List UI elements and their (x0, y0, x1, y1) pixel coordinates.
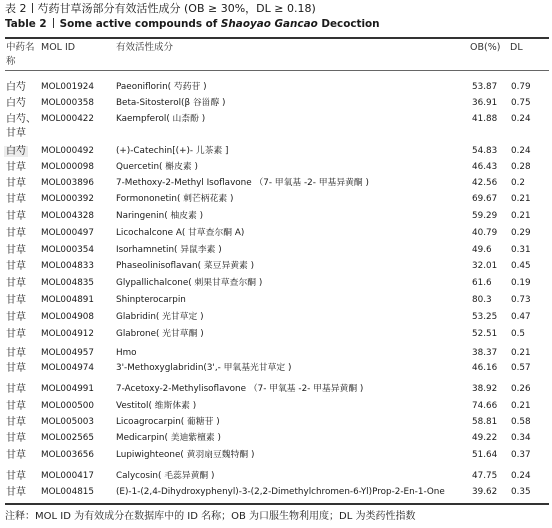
header-dl: DL (510, 42, 523, 53)
ob-cell: 40.79 (472, 228, 498, 238)
ob-cell: 58.81 (472, 417, 498, 427)
dl-cell: 0.79 (511, 82, 531, 92)
ob-cell: 38.92 (472, 384, 498, 394)
compound-cell: (E)-1-(2,4-Dihydroxyphenyl)-3-(2,2-Dimethylchromen-6-Yl)Prop-2-En-1-One (116, 487, 445, 497)
table-caption-en (5, 17, 380, 31)
dl-cell: 0.35 (511, 487, 531, 497)
herb-cell: 甘草 (6, 384, 26, 395)
compound-cell: Quercetin( 槲皮素 ) (116, 162, 198, 172)
dl-cell: 0.21 (511, 348, 531, 358)
dl-cell: 0.21 (511, 401, 531, 411)
dl-cell: 0.73 (511, 295, 531, 305)
mol-id-cell: MOL004991 (41, 384, 94, 394)
ob-cell: 49.6 (472, 245, 492, 255)
dl-cell: 0.47 (511, 312, 531, 322)
header-ob: OB(%) (470, 42, 501, 53)
herb-cell: 白芍 (6, 98, 26, 109)
dl-cell: 0.21 (511, 194, 531, 204)
compound-cell: Vestitol( 维斯体素 ) (116, 401, 197, 411)
compound-cell: Calycosin( 毛蕊异黄酮 ) (116, 471, 215, 481)
compound-cell: Paeoniflorin( 芍药苷 ) (116, 82, 207, 92)
herb-cell: 甘草 (6, 401, 26, 412)
table-header-rule (5, 70, 549, 71)
compound-cell: (+)-Catechin[(+)- 儿茶素 ] (116, 146, 229, 156)
herb-cell: 甘草 (6, 245, 26, 256)
herb-cell: 甘草 (6, 329, 26, 340)
mol-id-cell: MOL005003 (41, 417, 94, 427)
dl-cell: 0.31 (511, 245, 531, 255)
herb-cell: 甘草 (6, 228, 26, 239)
dl-cell: 0.57 (511, 363, 531, 373)
table-top-rule (5, 37, 549, 39)
herb-cell: 甘草 (6, 194, 26, 205)
mol-id-cell: MOL003656 (41, 450, 94, 460)
compound-cell: Medicarpin( 美迪紫檀素 ) (116, 433, 221, 443)
ob-cell: 46.43 (472, 162, 498, 172)
mol-id-cell: MOL000358 (41, 98, 94, 108)
mol-id-cell: MOL000098 (41, 162, 94, 172)
dl-cell: 0.19 (511, 278, 531, 288)
header-herb: 中药名称 (6, 42, 35, 67)
dl-cell: 0.24 (511, 146, 531, 156)
herb-cell: 甘草 (6, 433, 26, 444)
table-number-en: Table 2 (5, 18, 47, 30)
ob-cell: 39.62 (472, 487, 498, 497)
mol-id-cell: MOL000422 (41, 114, 94, 124)
mol-id-cell: MOL000354 (41, 245, 94, 255)
mol-id-cell: MOL004835 (41, 278, 94, 288)
ob-cell: 52.51 (472, 329, 498, 339)
compound-cell: 7-Acetoxy-2-Methylisoflavone （7- 甲氧基 -2- 甲基异黄酮 ) (116, 384, 364, 394)
dl-cell: 0.75 (511, 98, 531, 108)
compound-cell: Glabrone( 光甘草酮 ) (116, 329, 204, 339)
table-title-en-italic: Shaoyao Gancao (220, 18, 318, 30)
compound-cell: Lupiwighteone( 黄羽扇豆魏特酮 ) (116, 450, 255, 460)
ob-cell: 53.87 (472, 82, 498, 92)
table-number-cn: 表 2 (5, 2, 27, 15)
herb-cell: 甘草 (6, 211, 26, 222)
table-caption-cn (5, 1, 316, 16)
ob-cell: 42.56 (472, 178, 498, 188)
ob-cell: 53.25 (472, 312, 498, 322)
mol-id-cell: MOL004833 (41, 261, 94, 271)
herb-cell: 甘草 (6, 261, 26, 272)
dl-cell: 0.45 (511, 261, 531, 271)
herb-cell: 甘草 (6, 278, 26, 289)
mol-id-cell: MOL004328 (41, 211, 94, 221)
compound-cell: Naringenin( 柚皮素 ) (116, 211, 204, 221)
compound-cell: Licoagrocarpin( 葡糖苷 ) (116, 417, 220, 427)
dl-cell: 0.29 (511, 228, 531, 238)
table-title-cn: 芍药甘草汤部分有效活性成分 (OB ≥ 30%，DL ≥ 0.18) (37, 2, 316, 15)
herb-cell: 白芍 (6, 82, 26, 93)
mol-id-cell: MOL000417 (41, 471, 94, 481)
compound-cell: Isorhamnetin( 异鼠李素 ) (116, 245, 222, 255)
ob-cell: 59.29 (472, 211, 498, 221)
compound-cell: Formononetin( 刺芒柄花素 ) (116, 194, 234, 204)
compound-cell: Shinpterocarpin (116, 295, 186, 305)
ob-cell: 46.16 (472, 363, 498, 373)
table-title-en: Some active compounds of (59, 18, 221, 30)
herb-cell: 甘草 (6, 471, 26, 482)
herb-cell: 白芍、 (6, 114, 36, 125)
herb-cell-continued: 甘草 (6, 128, 26, 139)
caption-divider (53, 18, 54, 28)
herb-cell: 甘草 (6, 295, 26, 306)
mol-id-cell: MOL000392 (41, 194, 94, 204)
ob-cell: 47.75 (472, 471, 498, 481)
mol-id-cell: MOL003896 (41, 178, 94, 188)
ob-cell: 41.88 (472, 114, 498, 124)
header-mol-id: MOL ID (41, 42, 76, 53)
ob-cell: 74.66 (472, 401, 498, 411)
compound-cell: Glypallichalcone( 刺果甘草查尔酮 ) (116, 278, 263, 288)
compound-cell: 3'-Methoxyglabridin(3',- 甲氧基光甘草定 ) (116, 363, 292, 373)
dl-cell: 0.24 (511, 471, 531, 481)
compound-cell: Kaempferol( 山柰酚 ) (116, 114, 206, 124)
compound-cell: Phaseolinisoflavan( 菜豆异黄素 ) (116, 261, 255, 271)
caption-divider (32, 3, 33, 13)
herb-cell: 甘草 (6, 178, 26, 189)
ob-cell: 32.01 (472, 261, 498, 271)
mol-id-cell: MOL004891 (41, 295, 94, 305)
herb-cell: 甘草 (6, 450, 26, 461)
mol-id-cell: MOL000497 (41, 228, 94, 238)
compound-cell: 7-Methoxy-2-Methyl Isoflavone （7- 甲氧基 -2- 甲基异黄酮 ) (116, 178, 369, 188)
ob-cell: 38.37 (472, 348, 498, 358)
dl-cell: 0.24 (511, 114, 531, 124)
herb-cell: 甘草 (6, 162, 26, 173)
header-compound: 有效活性成分 (116, 42, 174, 53)
ob-cell: 54.83 (472, 146, 498, 156)
dl-cell: 0.28 (511, 162, 531, 172)
herb-cell: 甘草 (6, 348, 26, 359)
compound-cell: Beta-Sitosterol(β 谷甾醇 ) (116, 98, 226, 108)
herb-cell: 白芍 (6, 146, 26, 157)
herb-cell: 甘草 (6, 417, 26, 428)
dl-cell: 0.21 (511, 211, 531, 221)
dl-cell: 0.5 (511, 329, 525, 339)
herb-cell: 甘草 (6, 363, 26, 374)
mol-id-cell: MOL000492 (41, 146, 94, 156)
compound-cell: Licochalcone A( 甘草查尔酮 A) (116, 228, 245, 238)
ob-cell: 61.6 (472, 278, 492, 288)
ob-cell: 49.22 (472, 433, 498, 443)
dl-cell: 0.34 (511, 433, 531, 443)
table-note: 注释：MOL ID 为有效成分在数据库中的 ID 名称；OB 为口服生物利用度；DL 为类药性指数 (5, 511, 416, 522)
ob-cell: 69.67 (472, 194, 498, 204)
ob-cell: 51.64 (472, 450, 498, 460)
mol-id-cell: MOL004912 (41, 329, 94, 339)
dl-cell: 0.37 (511, 450, 531, 460)
mol-id-cell: MOL000500 (41, 401, 94, 411)
mol-id-cell: MOL004957 (41, 348, 94, 358)
table-title-en-end: Decoction (317, 18, 380, 30)
mol-id-cell: MOL002565 (41, 433, 94, 443)
compound-cell: Glabridin( 光甘草定 ) (116, 312, 204, 322)
mol-id-cell: MOL004974 (41, 363, 94, 373)
compound-cell: Hmo (116, 348, 137, 358)
mol-id-cell: MOL004815 (41, 487, 94, 497)
dl-cell: 0.26 (511, 384, 531, 394)
ob-cell: 80.3 (472, 295, 492, 305)
herb-cell: 甘草 (6, 312, 26, 323)
ob-cell: 36.91 (472, 98, 498, 108)
herb-cell: 甘草 (6, 487, 26, 498)
dl-cell: 0.58 (511, 417, 531, 427)
mol-id-cell: MOL004908 (41, 312, 94, 322)
table-bottom-rule (5, 503, 549, 505)
mol-id-cell: MOL001924 (41, 82, 94, 92)
dl-cell: 0.2 (511, 178, 525, 188)
